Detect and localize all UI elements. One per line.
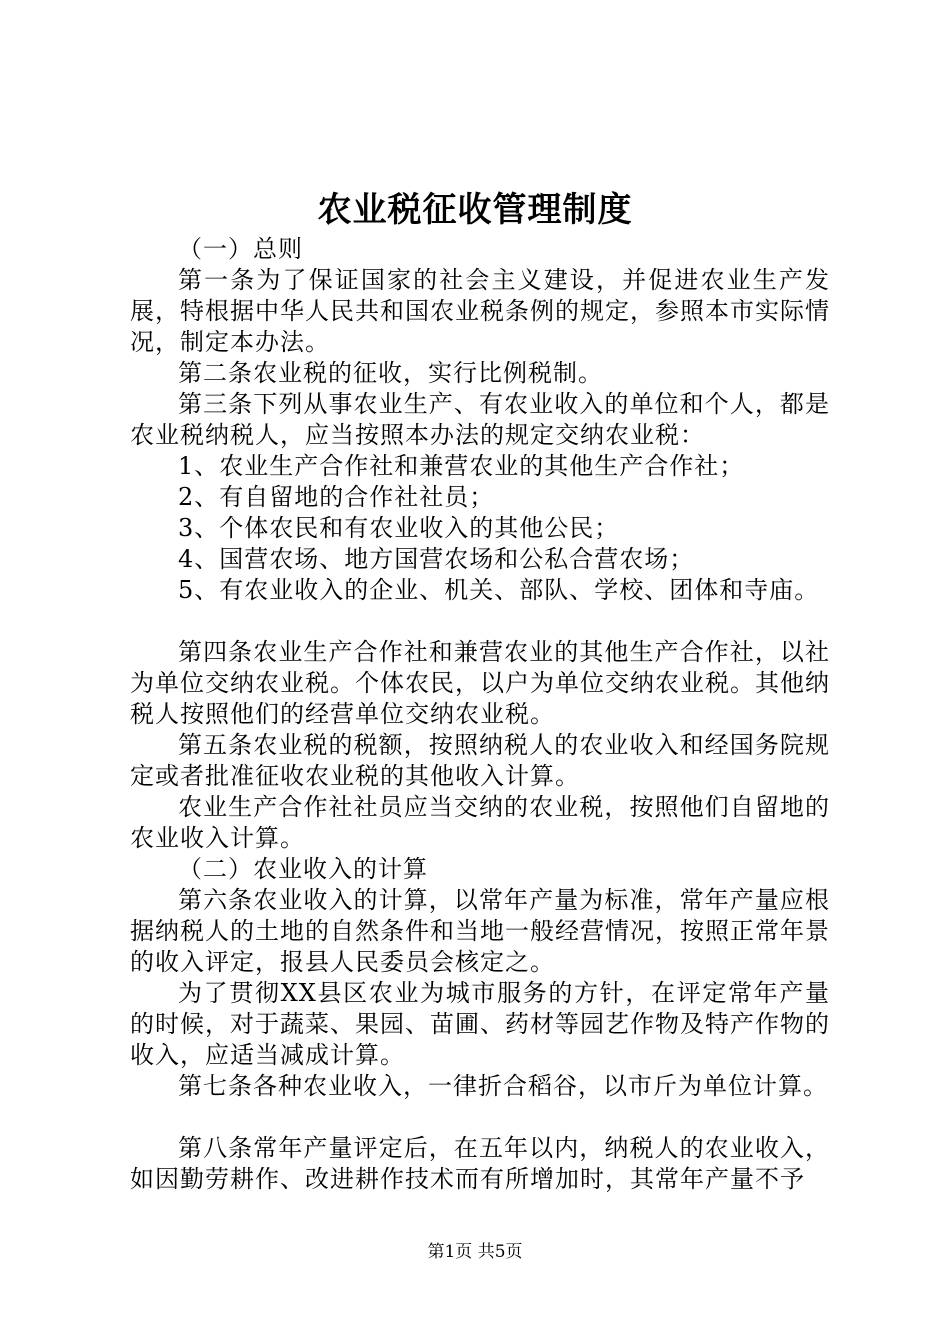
article-2: 第二条农业税的征收，实行比例税制。 [178,359,603,387]
article-7: 第七条各种农业收入，一律折合稻谷，以市斤为单位计算。 [178,1072,828,1100]
page-number: 第1页 共5页 [427,1242,523,1262]
paragraph-gap [130,1102,830,1133]
article-1: 第一条为了保证国家的社会主义建设，并促进农业生产发展，特根据中华人民共和国农业税条例的规定，参照本市实际情况，制定本办法。 [130,266,830,356]
list-item-4: 4、国营农场、地方国营农场和公私合营农场； [178,545,695,573]
article-8: 第八条常年产量评定后，在五年以内，纳税人的农业收入，如因勤劳耕作、改进耕作技术而有所增加时，其常年产量不予 [130,1134,830,1193]
article-6: 第六条农业收入的计算，以常年产量为标准，常年产量应根据纳税人的土地的自然条件和当地一般经营情况，按照正常年景的收入评定，报县人民委员会核定之。 [130,886,830,976]
article-3: 第三条下列从事农业生产、有农业收入的单位和个人，都是农业税纳税人，应当按照本办法的规定交纳农业税： [130,390,830,449]
document-title: 农业税征收管理制度 [317,190,633,230]
list-item-1: 1、农业生产合作社和兼营农业的其他生产合作社； [178,452,745,480]
article-5: 第五条农业税的税额，按照纳税人的农业收入和经国务院规定或者批准征收农业税的其他收入计算。 [130,731,830,790]
article-5-clause: 农业生产合作社社员应当交纳的农业税，按照他们自留地的农业收入计算。 [130,793,830,852]
article-4: 第四条农业生产合作社和兼营农业的其他生产合作社，以社为单位交纳农业税。个体农民，以户为单位交纳农业税。其他纳税人按照他们的经营单位交纳农业税。 [130,638,830,728]
list-item-3: 3、个体农民和有农业收入的其他公民； [178,514,620,542]
document-body [130,234,830,1195]
section-heading-income: （二）农业收入的计算 [178,855,428,883]
list-item-5: 5、有农业收入的企业、机关、部队、学校、团体和寺庙。 [178,576,820,604]
list-item-2: 2、有自留地的合作社社员； [178,483,495,511]
paragraph-gap [130,606,830,637]
section-heading-general: （一）总则 [178,235,303,263]
article-6-clause: 为了贯彻XX县区农业为城市服务的方针，在评定常年产量的时候，对于蔬菜、果园、苗圃、药材等园艺作物及特产作物的收入，应适当减成计算。 [130,979,830,1069]
